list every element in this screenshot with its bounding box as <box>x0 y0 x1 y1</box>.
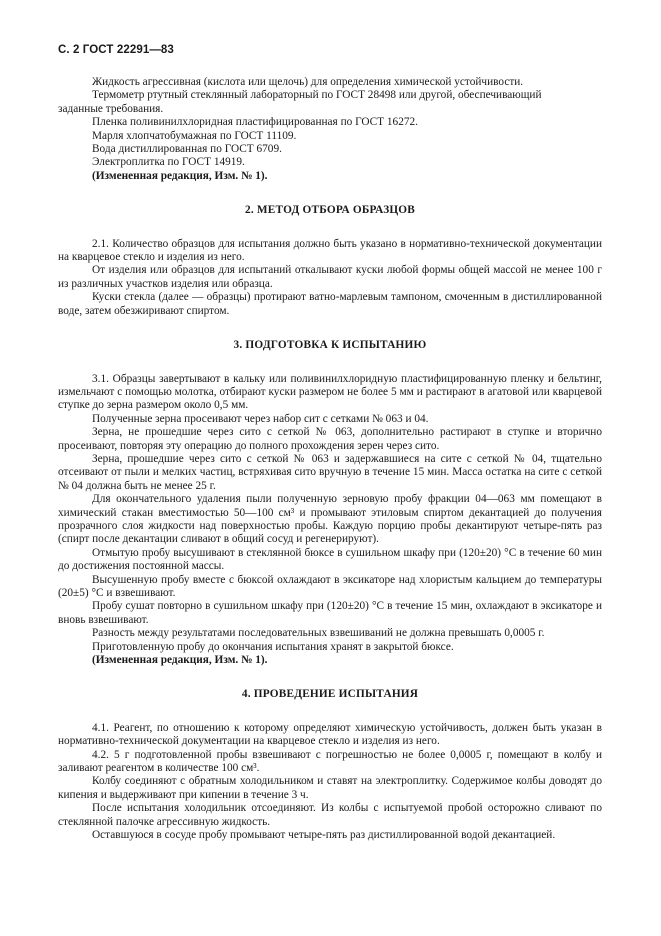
paragraph: 4.2. 5 г подготовленной пробы взвешивают с погрешностью не более 0,0005 г, помещают в колбу и заливают реагентом в количестве 100 см³. <box>58 748 602 775</box>
section-3-title: 3. ПОДГОТОВКА К ИСПЫТАНИЮ <box>233 339 427 352</box>
paragraph: Колбу соединяют с обратным холодильником и ставят на электроплитку. Содержимое колбы доводят до кипения и выдерживают при кипении в течение 3 ч. <box>58 775 602 801</box>
paragraph: После испытания холодильник отсоединяют. Из колбы с испытуемой пробой осторожно сливают по стеклянной палочке агрессивную жидкость. <box>58 802 602 828</box>
intro-item: Жидкость агрессивная (кислота или щелочь) для определения химической устойчивости. <box>92 76 524 88</box>
paragraph: Приготовленную пробу до окончания испытания хранят в закрытой бюксе. <box>92 640 454 653</box>
intro-item: Пленка поливинилхлоридная пластифицированная по ГОСТ 16272. <box>92 116 418 129</box>
paragraph: Оставшуюся в сосуде пробу промывают четыре-пять раз дистиллированной водой декантацией. <box>92 829 556 842</box>
section-2-body <box>58 238 602 318</box>
paragraph: 2.1. Количество образцов для испытания должно быть указано в нормативно-технической документации на кварцевое стекло и изделия из него. <box>58 237 602 264</box>
section-2-title: 2. МЕТОД ОТБОРА ОБРАЗЦОВ <box>245 204 415 217</box>
paragraph: Зерна, прошедшие через сито с сеткой № 063 и задержавшиеся на сите с сеткой № 04, тщательно отсеивают от пыли и мелких частиц, встряхивая сито вручную в течение 15 мин. Масса остатка на сите с сеткой № 04 должна быть не менее 25 г. <box>58 452 602 492</box>
intro-item: Термометр ртутный стеклянный лабораторный по ГОСТ 28498 или другой, обеспечивающий <box>92 89 542 102</box>
paragraph: От изделия или образцов для испытаний откалывают куски любой формы общей массой не менее 100 г из различных участков изделия или образца. <box>58 264 602 290</box>
intro-item: заданные требования. <box>58 102 164 115</box>
paragraph: 3.1. Образцы завертывают в кальку или поливинилхлоридную пластифицированную пленку и бельтинг, измельчают с помощью молотка, отбирают куски размером не более 5 мм и растирают в агатовой или кварцевой ступке до зерна размером около 0,5 мм. <box>58 372 602 412</box>
document-body <box>58 76 602 843</box>
paragraph: Полученные зерна просеивают через набор сит с сетками № 063 и 04. <box>92 412 429 425</box>
paragraph: Для окончательного удаления пыли полученную зерновую пробу фракции 04—063 мм помещают в химический стакан вместимостью 50—100 см³ и промывают этиловым спиртом декантацией до получения прозрачного слоя жидкости над поверхностью пробы. Каждую порцию пробы декантируют четыре-пять раз (спирт после декантации сливают в общий сосуд и регенерируют). <box>58 493 602 546</box>
amendment-note: (Измененная редакция, Изм. № 1). <box>92 654 268 667</box>
paragraph: Куски стекла (далее — образцы) протирают ватно-марлевым тампоном, смоченным в дистиллированной воде, затем обезжиривают спиртом. <box>58 291 602 317</box>
paragraph: Высушенную пробу вместе с бюксой охлаждают в эксикаторе над хлористым кальцием до температуры (20±5) °С и взвешивают. <box>58 573 602 599</box>
section-3-body <box>58 373 602 668</box>
paragraph: Разность между результатами последовательных взвешиваний не должна превышать 0,0005 г. <box>92 627 545 640</box>
paragraph: Пробу сушат повторно в сушильном шкафу при (120±20) °С в течение 15 мин, охлаждают в эксикаторе и вновь взвешивают. <box>58 600 602 626</box>
paragraph: 4.1. Реагент, по отношению к которому определяют химическую устойчивость, должен быть указан в нормативно-технической документации на кварцевое стекло и изделия из него. <box>58 721 602 748</box>
amendment-note: (Измененная редакция, Изм. № 1). <box>92 169 268 182</box>
page-header: С. 2 ГОСТ 22291—83 <box>58 44 174 56</box>
paragraph: Отмытую пробу высушивают в стеклянной бюксе в сушильном шкафу при (120±20) °С в течение 60 мин до достижения постоянной массы. <box>58 546 602 573</box>
section-4-body <box>58 722 602 843</box>
section-4-title: 4. ПРОВЕДЕНИЕ ИСПЫТАНИЯ <box>241 688 419 701</box>
intro-item: Электроплитка по ГОСТ 14919. <box>92 156 245 169</box>
intro-item: Марля хлопчатобумажная по ГОСТ 11109. <box>92 129 297 142</box>
paragraph: Зерна, не прошедшие через сито с сеткой № 063, дополнительно растирают в ступке и вторично просеивают, повторяя эту операцию до полного прохождения зерен через сито. <box>58 426 602 452</box>
intro-block <box>58 76 602 183</box>
intro-item: Вода дистиллированная по ГОСТ 6709. <box>92 143 282 156</box>
